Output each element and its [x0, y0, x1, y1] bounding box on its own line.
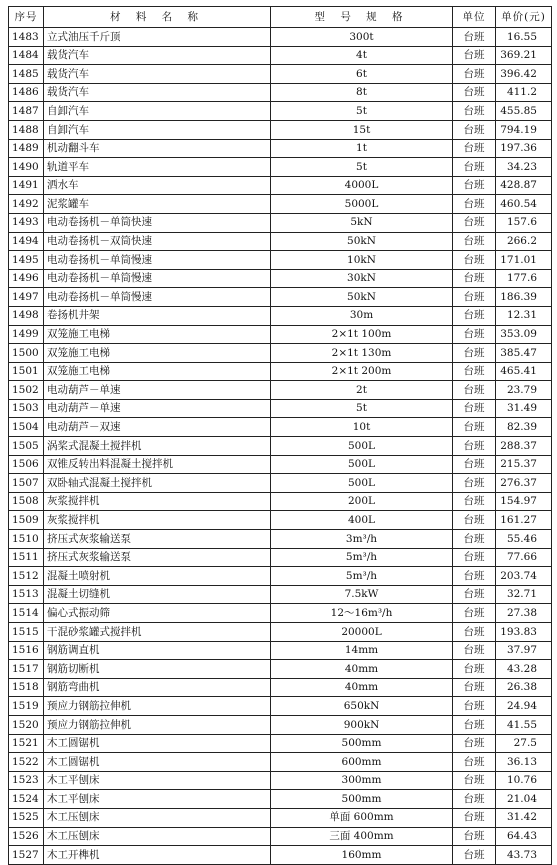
- cell-unit: 台班: [453, 437, 496, 456]
- cell-name: 钢筋弯曲机: [44, 678, 271, 697]
- table-row: [9, 474, 552, 493]
- cell-name: 自卸汽车: [44, 102, 271, 121]
- table-row: [9, 530, 552, 549]
- cell-unit: 台班: [453, 623, 496, 642]
- cell-model: 单面 600mm: [271, 808, 453, 827]
- cell-unit: 台班: [453, 399, 496, 418]
- cell-no: 1487: [9, 102, 44, 121]
- cell-model: 5m³/h: [271, 548, 453, 567]
- cell-price: 411.2: [496, 83, 552, 102]
- table-row: [9, 585, 552, 604]
- cell-no: 1522: [9, 753, 44, 772]
- cell-name: 双锥反转出料混凝土搅拌机: [44, 455, 271, 474]
- cell-price: 161.27: [496, 511, 552, 530]
- cell-unit: 台班: [453, 102, 496, 121]
- cell-model: 50kN: [271, 288, 453, 307]
- cell-name: 载货汽车: [44, 46, 271, 65]
- table-row: [9, 269, 552, 288]
- cell-unit: 台班: [453, 567, 496, 586]
- cell-price: 215.37: [496, 455, 552, 474]
- cell-unit: 台班: [453, 734, 496, 753]
- cell-name: 电动葫芦－双速: [44, 418, 271, 437]
- cell-price: 428.87: [496, 176, 552, 195]
- cell-no: 1523: [9, 771, 44, 790]
- cell-unit: 台班: [453, 46, 496, 65]
- cell-model: 600mm: [271, 753, 453, 772]
- table-row: [9, 120, 552, 139]
- cell-no: 1483: [9, 28, 44, 47]
- cell-no: 1527: [9, 846, 44, 865]
- table-header: [9, 7, 552, 28]
- cell-name: 电动卷扬机－单筒慢速: [44, 251, 271, 270]
- cell-no: 1505: [9, 437, 44, 456]
- cell-price: 154.97: [496, 492, 552, 511]
- cell-model: 15t: [271, 120, 453, 139]
- cell-name: 混凝土切缝机: [44, 585, 271, 604]
- cell-name: 木工压刨床: [44, 808, 271, 827]
- cell-model: 7.5kW: [271, 585, 453, 604]
- cell-unit: 台班: [453, 771, 496, 790]
- table-row: [9, 83, 552, 102]
- cell-unit: 台班: [453, 511, 496, 530]
- cell-price: 23.79: [496, 381, 552, 400]
- table-row: [9, 492, 552, 511]
- cell-name: 木工平刨床: [44, 790, 271, 809]
- table-row: [9, 102, 552, 121]
- cell-unit: 台班: [453, 790, 496, 809]
- cell-price: 41.55: [496, 715, 552, 734]
- table-row: [9, 660, 552, 679]
- cell-model: 50kN: [271, 232, 453, 251]
- cell-model: 20000L: [271, 623, 453, 642]
- cell-model: 5kN: [271, 213, 453, 232]
- cell-no: 1485: [9, 65, 44, 84]
- cell-price: 77.66: [496, 548, 552, 567]
- table-row: [9, 455, 552, 474]
- cell-no: 1524: [9, 790, 44, 809]
- cell-name: 灰浆搅拌机: [44, 492, 271, 511]
- cell-name: 木工压刨床: [44, 827, 271, 846]
- cell-name: 预应力钢筋拉伸机: [44, 697, 271, 716]
- table-row: [9, 771, 552, 790]
- table-row: [9, 288, 552, 307]
- table-row: [9, 28, 552, 47]
- cell-no: 1508: [9, 492, 44, 511]
- cell-no: 1484: [9, 46, 44, 65]
- cell-no: 1489: [9, 139, 44, 158]
- cell-no: 1486: [9, 83, 44, 102]
- cell-no: 1521: [9, 734, 44, 753]
- cell-name: 挤压式灰浆输送泵: [44, 548, 271, 567]
- cell-no: 1500: [9, 344, 44, 363]
- table-row: [9, 251, 552, 270]
- cell-name: 偏心式振动筛: [44, 604, 271, 623]
- cell-price: 203.74: [496, 567, 552, 586]
- cell-no: 1525: [9, 808, 44, 827]
- cell-model: 2t: [271, 381, 453, 400]
- table-row: [9, 195, 552, 214]
- cell-price: 43.73: [496, 846, 552, 865]
- cell-no: 1520: [9, 715, 44, 734]
- cell-unit: 台班: [453, 213, 496, 232]
- cell-unit: 台班: [453, 827, 496, 846]
- cell-model: 30kN: [271, 269, 453, 288]
- table-row: [9, 139, 552, 158]
- header-model: 型 号 规 格: [271, 7, 453, 28]
- cell-model: 4t: [271, 46, 453, 65]
- cell-no: 1491: [9, 176, 44, 195]
- cell-unit: 台班: [453, 660, 496, 679]
- cell-model: 4000L: [271, 176, 453, 195]
- cell-model: 5000L: [271, 195, 453, 214]
- cell-name: 木工圆锯机: [44, 753, 271, 772]
- cell-price: 55.46: [496, 530, 552, 549]
- cell-name: 电动卷扬机－单筒快速: [44, 213, 271, 232]
- cell-model: 10kN: [271, 251, 453, 270]
- cell-unit: 台班: [453, 492, 496, 511]
- cell-model: 650kN: [271, 697, 453, 716]
- cell-price: 31.42: [496, 808, 552, 827]
- cell-unit: 台班: [453, 65, 496, 84]
- cell-model: 5t: [271, 158, 453, 177]
- table-row: [9, 734, 552, 753]
- cell-model: 2×1t 200m: [271, 362, 453, 381]
- cell-no: 1495: [9, 251, 44, 270]
- cell-name: 涡桨式混凝土搅拌机: [44, 437, 271, 456]
- cell-unit: 台班: [453, 288, 496, 307]
- cell-name: 混凝土喷射机: [44, 567, 271, 586]
- table-row: [9, 437, 552, 456]
- cell-no: 1490: [9, 158, 44, 177]
- cell-no: 1504: [9, 418, 44, 437]
- cell-price: 24.94: [496, 697, 552, 716]
- cell-no: 1514: [9, 604, 44, 623]
- cell-price: 36.13: [496, 753, 552, 772]
- cell-model: 6t: [271, 65, 453, 84]
- cell-unit: 台班: [453, 604, 496, 623]
- cell-price: 43.28: [496, 660, 552, 679]
- cell-no: 1515: [9, 623, 44, 642]
- cell-no: 1507: [9, 474, 44, 493]
- cell-no: 1526: [9, 827, 44, 846]
- cell-model: 500L: [271, 474, 453, 493]
- cell-price: 288.37: [496, 437, 552, 456]
- cell-unit: 台班: [453, 381, 496, 400]
- cell-unit: 台班: [453, 306, 496, 325]
- cell-unit: 台班: [453, 548, 496, 567]
- cell-unit: 台班: [453, 232, 496, 251]
- table-row: [9, 511, 552, 530]
- cell-no: 1517: [9, 660, 44, 679]
- cell-price: 34.23: [496, 158, 552, 177]
- cell-model: 5t: [271, 102, 453, 121]
- table-row: [9, 399, 552, 418]
- cell-name: 挤压式灰浆输送泵: [44, 530, 271, 549]
- cell-unit: 台班: [453, 678, 496, 697]
- cell-name: 卷扬机井架: [44, 306, 271, 325]
- cell-name: 电动葫芦－单速: [44, 399, 271, 418]
- cell-unit: 台班: [453, 846, 496, 865]
- cell-unit: 台班: [453, 715, 496, 734]
- cell-price: 385.47: [496, 344, 552, 363]
- cell-no: 1493: [9, 213, 44, 232]
- cell-model: 400L: [271, 511, 453, 530]
- cell-model: 900kN: [271, 715, 453, 734]
- cell-unit: 台班: [453, 697, 496, 716]
- cell-no: 1519: [9, 697, 44, 716]
- cell-price: 794.19: [496, 120, 552, 139]
- header-price: 单价(元): [496, 7, 552, 28]
- table-row: [9, 623, 552, 642]
- cell-unit: 台班: [453, 418, 496, 437]
- cell-unit: 台班: [453, 158, 496, 177]
- cell-model: 300mm: [271, 771, 453, 790]
- cell-unit: 台班: [453, 344, 496, 363]
- cell-price: 353.09: [496, 325, 552, 344]
- cell-unit: 台班: [453, 585, 496, 604]
- cell-model: 5t: [271, 399, 453, 418]
- cell-name: 轨道平车: [44, 158, 271, 177]
- cell-unit: 台班: [453, 641, 496, 660]
- cell-price: 32.71: [496, 585, 552, 604]
- cell-price: 27.38: [496, 604, 552, 623]
- cell-model: 3m³/h: [271, 530, 453, 549]
- cell-unit: 台班: [453, 362, 496, 381]
- cell-model: 14mm: [271, 641, 453, 660]
- header-unit: 单位: [453, 7, 496, 28]
- cell-name: 双卧轴式混凝土搅拌机: [44, 474, 271, 493]
- cell-model: 12～16m³/h: [271, 604, 453, 623]
- cell-unit: 台班: [453, 28, 496, 47]
- cell-no: 1501: [9, 362, 44, 381]
- table-row: [9, 641, 552, 660]
- table-row: [9, 827, 552, 846]
- cell-model: 30m: [271, 306, 453, 325]
- cell-price: 12.31: [496, 306, 552, 325]
- table-row: [9, 678, 552, 697]
- cell-name: 电动卷扬机－双筒快速: [44, 232, 271, 251]
- cell-price: 157.6: [496, 213, 552, 232]
- cell-price: 193.83: [496, 623, 552, 642]
- header-name: 材 料 名 称: [44, 7, 271, 28]
- cell-model: 1t: [271, 139, 453, 158]
- cell-model: 8t: [271, 83, 453, 102]
- cell-name: 预应力钢筋拉伸机: [44, 715, 271, 734]
- cell-no: 1492: [9, 195, 44, 214]
- cell-model: 40mm: [271, 660, 453, 679]
- table-row: [9, 715, 552, 734]
- cell-name: 钢筋调直机: [44, 641, 271, 660]
- cell-name: 干混砂浆罐式搅拌机: [44, 623, 271, 642]
- table-row: [9, 604, 552, 623]
- cell-unit: 台班: [453, 325, 496, 344]
- cell-name: 双笼施工电梯: [44, 362, 271, 381]
- table-row: [9, 697, 552, 716]
- cell-price: 10.76: [496, 771, 552, 790]
- cell-name: 双笼施工电梯: [44, 325, 271, 344]
- table-row: [9, 344, 552, 363]
- cell-price: 186.39: [496, 288, 552, 307]
- cell-price: 64.43: [496, 827, 552, 846]
- cell-no: 1498: [9, 306, 44, 325]
- cell-no: 1506: [9, 455, 44, 474]
- table-row: [9, 381, 552, 400]
- cell-price: 171.01: [496, 251, 552, 270]
- cell-no: 1512: [9, 567, 44, 586]
- cell-no: 1494: [9, 232, 44, 251]
- table-row: [9, 808, 552, 827]
- table-row: [9, 548, 552, 567]
- table-row: [9, 325, 552, 344]
- cell-model: 500mm: [271, 734, 453, 753]
- cell-unit: 台班: [453, 120, 496, 139]
- cell-unit: 台班: [453, 808, 496, 827]
- cell-price: 197.36: [496, 139, 552, 158]
- cell-price: 16.55: [496, 28, 552, 47]
- header-row: [9, 7, 552, 28]
- cell-unit: 台班: [453, 251, 496, 270]
- cell-name: 灰浆搅拌机: [44, 511, 271, 530]
- cell-name: 双笼施工电梯: [44, 344, 271, 363]
- cell-no: 1513: [9, 585, 44, 604]
- cell-no: 1499: [9, 325, 44, 344]
- table-row: [9, 567, 552, 586]
- cell-name: 钢筋切断机: [44, 660, 271, 679]
- cell-unit: 台班: [453, 753, 496, 772]
- cell-name: 机动翻斗车: [44, 139, 271, 158]
- price-sheet: [8, 6, 551, 865]
- table-row: [9, 418, 552, 437]
- machine-price-table: [8, 6, 552, 865]
- cell-model: 500L: [271, 437, 453, 456]
- cell-unit: 台班: [453, 83, 496, 102]
- cell-unit: 台班: [453, 176, 496, 195]
- cell-unit: 台班: [453, 530, 496, 549]
- cell-price: 460.54: [496, 195, 552, 214]
- cell-name: 自卸汽车: [44, 120, 271, 139]
- cell-no: 1516: [9, 641, 44, 660]
- cell-no: 1509: [9, 511, 44, 530]
- cell-price: 266.2: [496, 232, 552, 251]
- table-row: [9, 176, 552, 195]
- cell-name: 立式油压千斤顶: [44, 28, 271, 47]
- cell-name: 电动葫芦－单速: [44, 381, 271, 400]
- table-row: [9, 753, 552, 772]
- cell-name: 木工开榫机: [44, 846, 271, 865]
- cell-name: 电动卷扬机－单筒慢速: [44, 269, 271, 288]
- cell-price: 455.85: [496, 102, 552, 121]
- cell-model: 200L: [271, 492, 453, 511]
- table-row: [9, 213, 552, 232]
- cell-model: 10t: [271, 418, 453, 437]
- cell-model: 40mm: [271, 678, 453, 697]
- cell-price: 276.37: [496, 474, 552, 493]
- cell-no: 1510: [9, 530, 44, 549]
- table-row: [9, 790, 552, 809]
- cell-no: 1497: [9, 288, 44, 307]
- cell-price: 26.38: [496, 678, 552, 697]
- cell-no: 1502: [9, 381, 44, 400]
- table-row: [9, 232, 552, 251]
- cell-unit: 台班: [453, 455, 496, 474]
- cell-no: 1488: [9, 120, 44, 139]
- cell-name: 载货汽车: [44, 83, 271, 102]
- cell-price: 21.04: [496, 790, 552, 809]
- table-body: [9, 28, 552, 865]
- cell-name: 木工圆锯机: [44, 734, 271, 753]
- cell-model: 500L: [271, 455, 453, 474]
- cell-no: 1496: [9, 269, 44, 288]
- cell-no: 1518: [9, 678, 44, 697]
- cell-no: 1511: [9, 548, 44, 567]
- header-no: 序号: [9, 7, 44, 28]
- table-row: [9, 306, 552, 325]
- cell-price: 396.42: [496, 65, 552, 84]
- cell-unit: 台班: [453, 474, 496, 493]
- cell-model: 300t: [271, 28, 453, 47]
- cell-model: 2×1t 130m: [271, 344, 453, 363]
- cell-price: 369.21: [496, 46, 552, 65]
- cell-no: 1503: [9, 399, 44, 418]
- cell-price: 27.5: [496, 734, 552, 753]
- cell-price: 37.97: [496, 641, 552, 660]
- cell-model: 160mm: [271, 846, 453, 865]
- cell-name: 电动卷扬机－单筒慢速: [44, 288, 271, 307]
- table-row: [9, 65, 552, 84]
- cell-unit: 台班: [453, 139, 496, 158]
- cell-price: 31.49: [496, 399, 552, 418]
- cell-name: 载货汽车: [44, 65, 271, 84]
- cell-price: 465.41: [496, 362, 552, 381]
- cell-price: 177.6: [496, 269, 552, 288]
- cell-name: 泥浆罐车: [44, 195, 271, 214]
- cell-model: 三面 400mm: [271, 827, 453, 846]
- cell-price: 82.39: [496, 418, 552, 437]
- cell-model: 500mm: [271, 790, 453, 809]
- table-row: [9, 158, 552, 177]
- table-row: [9, 846, 552, 865]
- table-row: [9, 46, 552, 65]
- table-row: [9, 362, 552, 381]
- cell-unit: 台班: [453, 269, 496, 288]
- cell-name: 洒水车: [44, 176, 271, 195]
- cell-unit: 台班: [453, 195, 496, 214]
- cell-model: 5m³/h: [271, 567, 453, 586]
- cell-name: 木工平刨床: [44, 771, 271, 790]
- cell-model: 2×1t 100m: [271, 325, 453, 344]
